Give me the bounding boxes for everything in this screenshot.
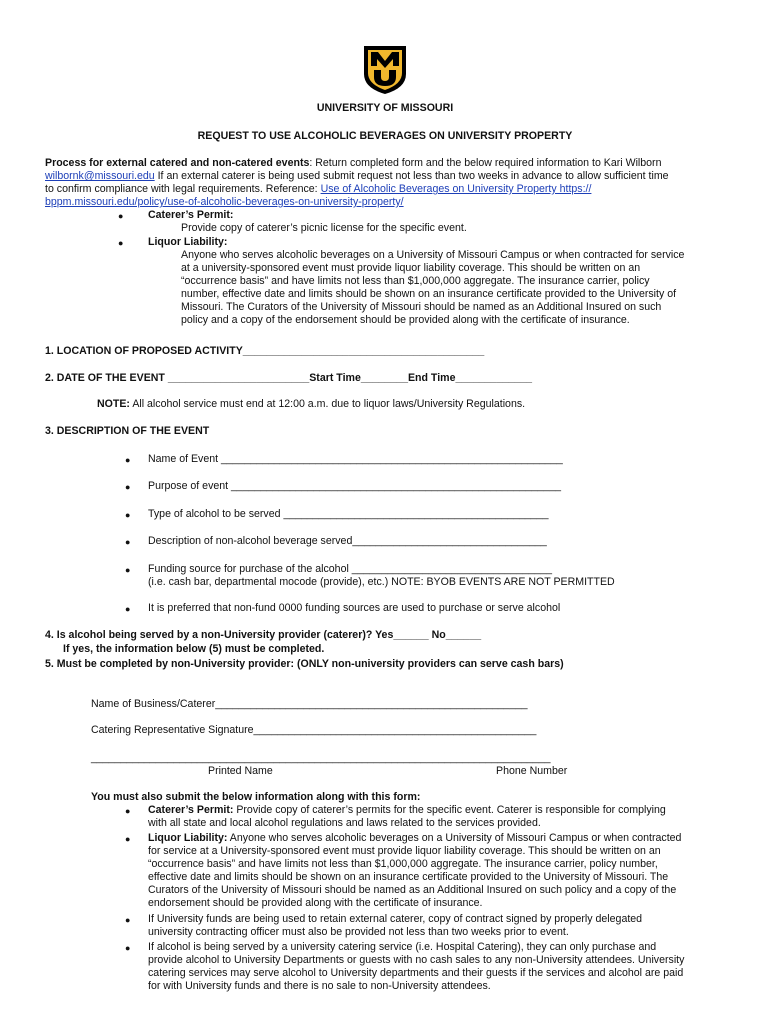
submit-catering-line: provide alcohol to University Departments or guests with no cash sales to any non-University attendees. University (148, 954, 685, 966)
note-label: NOTE: (97, 398, 130, 410)
submit-catering-line: If alcohol is being served by a university catering service (i.e. Hospital Catering), they can only purchase and (148, 941, 657, 953)
submit-liability-line: endorsement should be provided along with the certificate of insurance. (148, 897, 483, 909)
email-link[interactable]: wilbornk@missouri.edu (45, 170, 155, 182)
business-name-field[interactable]: Name of Business/Caterer_____________________________________________________ (91, 698, 528, 710)
submit-permit-heading: Caterer’s Permit: (148, 804, 234, 816)
submit-liability-line: effective date and limits should be shown on an insurance certificate provided to the University of Missouri. The (148, 871, 669, 883)
submit-liability-line: Curators of the University of Missouri should be named as an Additional Insured on such policy and a copy of the (148, 884, 677, 896)
bullet-icon: ● (125, 455, 131, 465)
event-name-field[interactable]: Name of Event __________________________________________________________ (148, 453, 563, 465)
req-liability-line: number, effective date and limits should be shown on an insurance certificate provided to the University of (181, 288, 677, 300)
form-title: REQUEST TO USE ALCOHOLIC BEVERAGES ON UNIVERSITY PROPERTY (197, 130, 573, 142)
intro-text-2: If an external caterer is being used submit request not less than two weeks in advance to allow sufficient time (154, 170, 669, 182)
submit-funds-line: If University funds are being used to retain external caterer, copy of contract signed by properly delegated (148, 913, 643, 925)
req-liability-line: policy and a copy of the endorsement should be provided along with the certificate of insurance. (181, 314, 630, 326)
bullet-icon: ● (125, 482, 131, 492)
q3-heading: 3. DESCRIPTION OF THE EVENT (45, 425, 210, 437)
q1-location-field[interactable]: 1. LOCATION OF PROPOSED ACTIVITY_________________________________________ (45, 345, 485, 357)
university-name: UNIVERSITY OF MISSOURI (316, 102, 454, 114)
intro-line-3 (45, 183, 591, 196)
policy-url-link[interactable]: bppm.missouri.edu/policy/use-of-alcoholic-beverages-on-university-property/ (45, 196, 404, 208)
submit-permit-line: with all state and local alcohol regulations and laws related to the services provided. (148, 817, 541, 829)
bullet-icon: ● (118, 211, 124, 221)
bullet-icon: ● (125, 915, 131, 925)
intro-heading: Process for external catered and non-catered events (45, 157, 310, 169)
phone-number-label: Phone Number (496, 765, 568, 777)
req-liability-line: Anyone who serves alcoholic beverages on a University of Missouri Campus or when contracted for service (181, 249, 685, 261)
non-alcohol-beverage-field[interactable]: Description of non-alcohol beverage served_________________________________ (148, 535, 547, 547)
submit-liability-line: “occurrence basis” and have limits not less than $1,000,000 aggregate. The insurance carrier, policy number, (148, 858, 658, 870)
intro-line-4 (45, 196, 404, 209)
bullet-icon: ● (125, 834, 131, 844)
policy-link[interactable]: Use of Alcoholic Beverages on University Property https:// (320, 183, 592, 195)
submit-funds-line: university contracting officer must also be provided not less than two weeks prior to event. (148, 926, 569, 938)
bullet-icon: ● (118, 238, 124, 248)
funding-source-field[interactable]: Funding source for purchase of the alcohol __________________________________ (148, 563, 553, 575)
submit-liability-heading: Liquor Liability: (148, 832, 228, 844)
bullet-icon: ● (125, 565, 131, 575)
mu-logo (362, 44, 408, 96)
note-line (97, 398, 525, 411)
event-purpose-field[interactable]: Purpose of event ________________________________________________________ (148, 480, 561, 492)
bullet-icon: ● (125, 943, 131, 953)
submit-permit-text: Provide copy of caterer’s permits for the specific event. Caterer is responsible for complying (233, 804, 666, 816)
req-liability-line: Missouri. The Curators of the University of Missouri should be named as an Additional Insured on such (181, 301, 662, 313)
intro-text-1: : Return completed form and the below required information to Kari Wilborn (309, 157, 662, 169)
printed-name-label: Printed Name (208, 765, 273, 777)
bullet-icon: ● (125, 510, 131, 520)
alcohol-type-field[interactable]: Type of alcohol to be served _____________________________________________ (148, 508, 549, 520)
req-permit-text: Provide copy of caterer’s picnic license for the specific event. (181, 222, 467, 234)
q5-heading: 5. Must be completed by non-University provider: (ONLY non-university providers can serve cash bars) (45, 658, 564, 670)
submit-liability-line: for service at a University-sponsored event must provide liquor liability coverage. This should be written on an (148, 845, 661, 857)
intro-line-2 (45, 170, 669, 183)
intro-line-1 (45, 157, 661, 170)
q4-subtext: If yes, the information below (5) must be completed. (63, 643, 325, 655)
printed-name-phone-line[interactable]: ______________________________________________________________________________ (91, 752, 551, 764)
intro-text-3: to confirm compliance with legal requirements. Reference: (45, 183, 321, 195)
bullet-icon: ● (125, 604, 131, 614)
submit-liability-line (148, 832, 681, 845)
submit-liability-text: Anyone who serves alcoholic beverages on a University of Missouri Campus or when contracted (227, 832, 682, 844)
submit-heading: You must also submit the below information along with this form: (91, 791, 421, 803)
req-liability-line: at a university-sponsored event must provide liquor liability coverage. This should be written on an (181, 262, 641, 274)
bullet-icon: ● (125, 806, 131, 816)
submit-catering-line: catering services may serve alcohol to University departments and their guests if the services and alcohol are paid (148, 967, 684, 979)
q2-date-field[interactable]: 2. DATE OF THE EVENT ________________________Start Time________End Time_____________ (45, 372, 533, 384)
req-liability-line: “occurrence basis” and have limits not less than $1,000,000 aggregate. The insurance carrier, policy (181, 275, 650, 287)
signature-field[interactable]: Catering Representative Signature________________________________________________ (91, 724, 537, 736)
req-liability-heading: Liquor Liability: (148, 236, 228, 248)
bullet-icon: ● (125, 537, 131, 547)
submit-permit-line (148, 804, 666, 817)
req-permit-heading: Caterer’s Permit: (148, 209, 234, 221)
q4-provider-question[interactable]: 4. Is alcohol being served by a non-University provider (caterer)? Yes______ No______ (45, 629, 482, 641)
note-text: All alcohol service must end at 12:00 a.m. due to liquor laws/University Regulations. (129, 398, 526, 410)
submit-catering-line: for with University funds and there is no sale to non-University attendees. (148, 980, 491, 992)
funding-preference-text: It is preferred that non-fund 0000 funding sources are used to purchase or serve alcohol (148, 602, 561, 614)
funding-source-note: (i.e. cash bar, departmental mocode (provide), etc.) NOTE: BYOB EVENTS ARE NOT PERMITTED (148, 576, 615, 588)
